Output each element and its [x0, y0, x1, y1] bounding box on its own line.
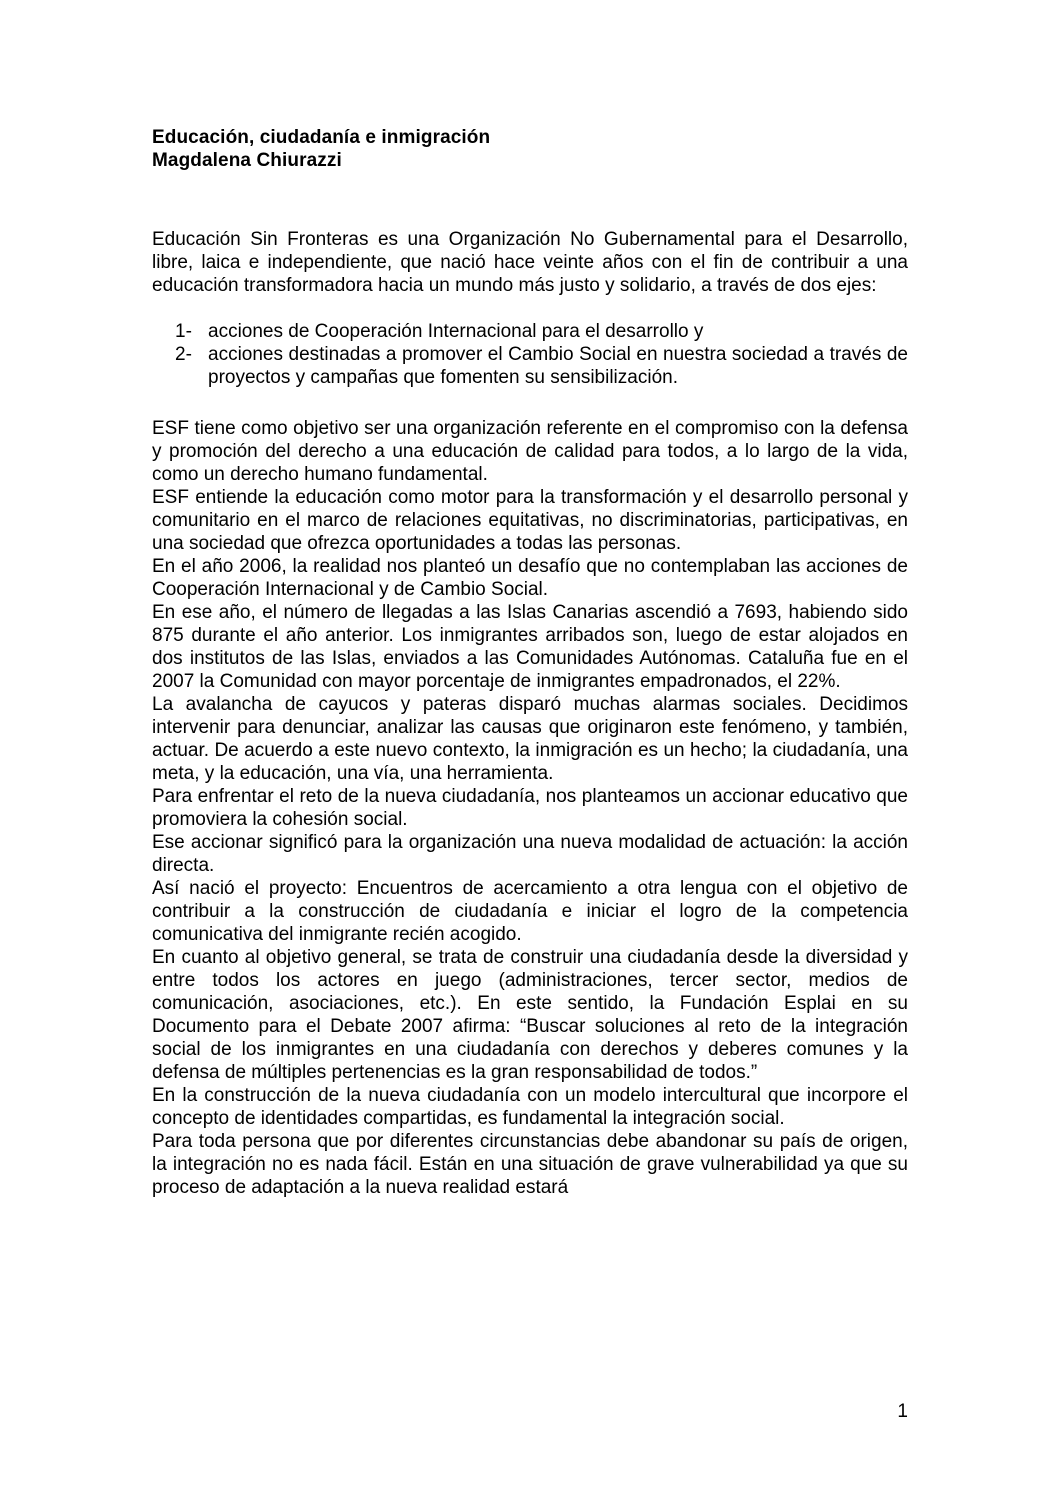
list-item-text: acciones de Cooperación Internacional para el desarrollo y	[208, 321, 704, 342]
paragraph: Para toda persona que por diferentes circunstancias debe abandonar su país de origen, la integración no es nada fácil. Están en una situación de grave vulnerabilidad ya que su proceso de adaptación a la nueva realidad estará	[152, 1131, 908, 1198]
document-title: Educación, ciudadanía e inmigración	[152, 127, 491, 148]
document-content	[152, 126, 908, 1199]
page-number: 1	[897, 1401, 908, 1422]
list-item-marker: 1-	[175, 321, 192, 342]
document-author: Magdalena Chiurazzi	[152, 150, 342, 171]
list-item-text: acciones destinadas a promover el Cambio Social en nuestra sociedad a través de proyectos y campañas que fomenten su sensibilización.	[208, 344, 908, 388]
list-item-marker: 2-	[175, 344, 192, 365]
paragraph: En ese año, el número de llegadas a las Islas Canarias ascendió a 7693, habiendo sido 875 durante el año anterior. Los inmigrantes arribados son, luego de estar alojados en dos institutos de las Islas, enviados a las Comunidades Autónomas. Cataluña fue en el 2007 la Comunidad con mayor porcentaje de inmigrantes empadronados, el 22%.	[152, 602, 908, 692]
paragraph: ESF tiene como objetivo ser una organización referente en el compromiso con la defensa y promoción del derecho a una educación de calidad para todos, a lo largo de la vida, como un derecho humano fundamental.	[152, 418, 908, 485]
paragraph: En el año 2006, la realidad nos planteó un desafío que no contemplaban las acciones de Cooperación Internacional y de Cambio Social.	[152, 556, 908, 600]
paragraph: La avalancha de cayucos y pateras disparó muchas alarmas sociales. Decidimos intervenir para denunciar, analizar las causas que originaron este fenómeno, y también, actuar. De acuerdo a este nuevo contexto, la inmigración es un hecho; la ciudadanía, una meta, y la educación, una vía, una herramienta.	[152, 694, 908, 784]
list-item	[152, 320, 908, 343]
body-paragraphs	[152, 417, 908, 1199]
paragraph: En cuanto al objetivo general, se trata de construir una ciudadanía desde la diversidad y entre todos los actores en juego (administraciones, tercer sector, medios de comunicación, asociaciones, etc.). En este sentido, la Fundación Esplai en su Documento para el Debate 2007 afirma: “Buscar soluciones al reto de la integración social de los inmigrantes en una ciudadanía con derechos y deberes comunes y la defensa de múltiples pertenencias es la gran responsabilidad de todos.”	[152, 947, 908, 1083]
paragraph: Así nació el proyecto: Encuentros de acercamiento a otra lengua con el objetivo de contribuir a la construcción de ciudadanía e iniciar el logro de la competencia comunicativa del inmigrante recién acogido.	[152, 878, 908, 945]
paragraph: En la construcción de la nueva ciudadanía con un modelo intercultural que incorpore el concepto de identidades compartidas, es fundamental la integración social.	[152, 1085, 908, 1129]
paragraph: ESF entiende la educación como motor para la transformación y el desarrollo personal y comunitario en el marco de relaciones equitativas, no discriminatorias, participativas, en una sociedad que ofrezca oportunidades a todas las personas.	[152, 487, 908, 554]
objectives-list	[152, 320, 908, 389]
list-item	[152, 343, 908, 389]
paragraph: Para enfrentar el reto de la nueva ciudadanía, nos planteamos un accionar educativo que promoviera la cohesión social.	[152, 786, 908, 830]
paragraph: Ese accionar significó para la organización una nueva modalidad de actuación: la acción directa.	[152, 832, 908, 876]
intro-paragraph: Educación Sin Fronteras es una Organización No Gubernamental para el Desarrollo, libre, laica e independiente, que nació hace veinte años con el fin de contribuir a una educación transformadora hacia un mundo más justo y solidario, a través de dos ejes:	[152, 229, 908, 296]
